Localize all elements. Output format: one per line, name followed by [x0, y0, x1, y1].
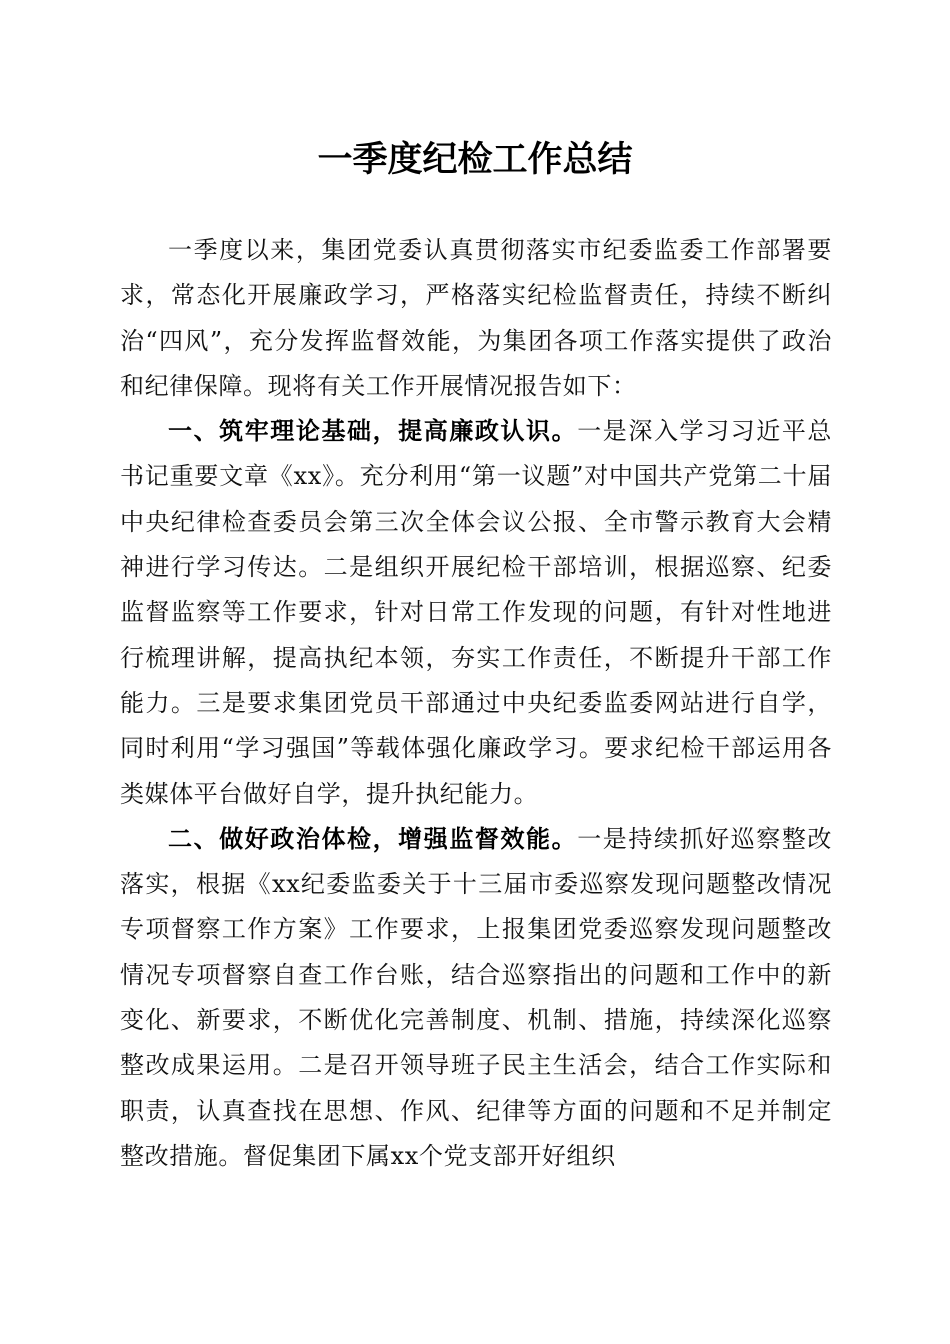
document-title: 一季度纪检工作总结 [317, 139, 633, 180]
intro-paragraph [120, 228, 832, 409]
paragraph-text: 一是深入学习习近平总书记重要文章《xx》。充分利用“第一议题”对中国共产党第二十届中央纪律检查委员会第三次全体会议公报、全市警示教育大会精神进行学习传达。二是组织开展纪检干部培训，根据巡察、纪委监督监察等工作要求，针对日常工作发现的问题，有针对性地进行梳理讲解，提高执纪本领，夯实工作责任，不断提升干部工作能力。三是要求集团党员干部通过中央纪委监委网站进行自学，同时利用“学习强国”等载体强化廉政学习。要求纪检干部运用各类媒体平台做好自学，提升执纪能力。 [120, 417, 832, 808]
paragraph-text: 一季度以来，集团党委认真贯彻落实市纪委监委工作部署要求，常态化开展廉政学习，严格落实纪检监督责任，持续不断纠治“四风”，充分发挥监督效能，为集团各项工作落实提供了政治和纪律保障。现将有关工作开展情况报告如下： [120, 236, 832, 400]
section-two-paragraph [120, 817, 832, 1179]
section-one-paragraph [120, 409, 832, 817]
section-two-heading: 二、做好政治体检，增强监督效能。 [168, 824, 578, 853]
paragraph-text: 一是持续抓好巡察整改落实，根据《xx纪委监委关于十三届市委巡察发现问题整改情况专项督察工作方案》工作要求，上报集团党委巡察发现问题整改情况专项督察自查工作台账，结合巡察指出的问题和工作中的新变化、新要求，不断优化完善制度、机制、措施，持续深化巡察整改成果运用。二是召开领导班子民主生活会，结合工作实际和职责，认真查找在思想、作风、纪律等方面的问题和不足并制定整改措施。督促集团下属xx个党支部开好组织 [120, 824, 832, 1170]
document-body [120, 228, 832, 1179]
section-one-heading: 一、筑牢理论基础，提高廉政认识。 [168, 417, 578, 446]
